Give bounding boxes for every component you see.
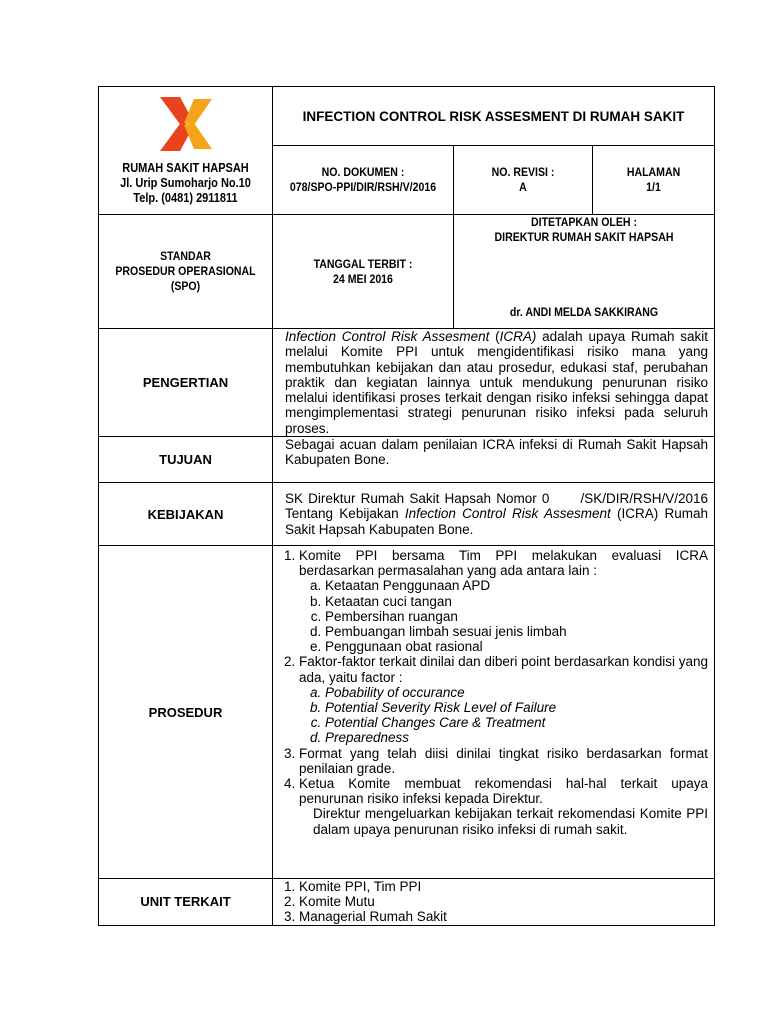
prosedur-content: [273, 546, 715, 879]
pengertian-label: PENGERTIAN: [99, 329, 273, 437]
pengertian-term: Infection Control Risk Assesment: [285, 329, 490, 345]
page-cell: [593, 146, 715, 215]
issue-date-label: TANGGAL TERBIT :: [313, 256, 413, 271]
kebijakan-content: [273, 483, 715, 546]
hospital-address: Jl. Urip Sumoharjo No.10: [120, 176, 251, 190]
issue-date-cell: [273, 215, 454, 329]
prosedur-label: PROSEDUR: [99, 546, 273, 879]
list-item: d. Pembuangan limbah sesuai jenis limbah: [325, 624, 708, 639]
hospital-identity-cell: [99, 87, 273, 215]
kebijakan-term: Infection Control Risk Assesment: [404, 506, 611, 522]
tujuan-content: [273, 437, 715, 483]
list-item: c. Potential Changes Care & Treatment: [325, 715, 708, 730]
list-item: 2. Komite Mutu: [299, 894, 714, 909]
list-item: a. Ketaatan Penggunaan APD: [325, 578, 708, 593]
spo-line-1: STANDAR: [160, 249, 211, 263]
revision-value: A: [519, 180, 527, 194]
prosedur-step-4-note: Direktur mengeluarkan kebijakan terkait rekomendasi Komite PPI dalam upaya penurunan risiko infeksi di rumah sakit.: [313, 806, 709, 837]
revision-label: NO. REVISI :: [491, 165, 555, 179]
prosedur-step-4: 4. Ketua Komite membuat rekomendasi hal-hal terkait upaya penurunan risiko infeksi kepada Direktur.: [299, 776, 708, 806]
kebijakan-label: KEBIJAKAN: [99, 483, 273, 546]
doc-number-cell: [273, 146, 454, 215]
spo-line-3: (SPO): [170, 279, 201, 293]
step-2-sublist: [299, 685, 708, 746]
list-item: 3. Managerial Rumah Sakit: [299, 909, 714, 924]
revision-cell: [454, 146, 593, 215]
doc-number-value: 078/SPO-PPI/DIR/RSH/V/2016: [289, 180, 437, 194]
approval-cell: [454, 215, 715, 329]
tujuan-text: Sebagai acuan dalam penilaian ICRA infeksi di Rumah Sakit Hapsah Kabupaten Bone.: [285, 437, 709, 468]
spo-line-2: PROSEDUR OPERASIONAL: [115, 264, 256, 278]
prosedur-steps: [273, 548, 714, 806]
prosedur-step-2: 2. Faktor-faktor terkait dinilai dan diberi point berdasarkan kondisi yang ada, yaitu factor : a. Pobability of occurance b. Potential Severity Risk Level of Failure c. Potential Changes Care & Treatment d. Preparedness: [299, 654, 708, 745]
kebijakan-text-b: (ICRA) Rumah Sakit Hapsah Kabupaten Bone.: [285, 506, 709, 537]
pengertian-text: adalah upaya Rumah sakit melalui Komite PPI untuk mengidentifikasi risiko mana yang membutuhkan kebijakan dan atau prosedur, edukasi staf, perubahan praktik dan kegiatan lainnya untuk mendukung penurunan risiko melalui identifikasi proses terkait dengan risiko infeksi sehingga dapat mengimplementasi strategi penurunan risiko infeksi pada seluruh proses.: [285, 329, 709, 436]
tujuan-label: TUJUAN: [99, 437, 273, 483]
list-item: 1. Komite PPI, Tim PPI: [299, 879, 714, 894]
document-title: INFECTION CONTROL RISK ASSESMENT DI RUMAH SAKIT: [273, 87, 715, 146]
list-item: b. Ketaatan cuci tangan: [325, 594, 708, 609]
issue-date-value: 24 MEI 2016: [333, 271, 393, 286]
unit-terkait-list: [273, 879, 714, 925]
list-item: c. Pembersihan ruangan: [325, 609, 708, 624]
pengertian-abbr: ICRA): [499, 329, 537, 345]
hospital-phone: Telp. (0481) 2911811: [133, 191, 238, 205]
approver-name: dr. ANDI MELDA SAKKIRANG: [509, 305, 659, 319]
unit-terkait-content: [273, 879, 715, 926]
spo-cell: [99, 215, 273, 329]
hospital-logo-icon: [158, 95, 214, 153]
list-item: e. Penggunaan obat rasional: [325, 639, 708, 654]
unit-terkait-label: UNIT TERKAIT: [99, 879, 273, 926]
list-item: d. Preparedness: [325, 730, 708, 745]
page-value: 1/1: [646, 180, 661, 194]
pengertian-content: Infection Control Risk Assesment (ICRA) adalah upaya Rumah sakit melalui Komite PPI untuk mengidentifikasi risiko mana yang membutuhkan kebijakan dan atau prosedur, edukasi staf, perubahan praktik dan kegiatan lainnya untuk mendukung penurunan risiko melalui identifikasi proses terkait dengan risiko infeksi sehingga dapat mengimplementasi strategi penurunan risiko infeksi pada seluruh proses.: [273, 329, 715, 437]
page-label: HALAMAN: [626, 165, 681, 179]
doc-number-label: NO. DOKUMEN :: [321, 165, 405, 179]
prosedur-step-1: 1. Komite PPI bersama Tim PPI melakukan evaluasi ICRA berdasarkan permasalahan yang ada antara lain : a. Ketaatan Penggunaan APD b. Ketaatan cuci tangan c. Pembersihan ruangan d. Pembuangan limbah sesuai jenis limbah e. Penggunaan obat rasional: [299, 548, 708, 654]
prosedur-step-3: 3. Format yang telah diisi dinilai tingkat risiko berdasarkan format penilaian grade.: [299, 746, 708, 776]
step-1-sublist: [299, 578, 708, 654]
approved-by-label: DITETAPKAN OLEH :: [531, 215, 638, 229]
hospital-name: RUMAH SAKIT HAPSAH: [122, 161, 249, 175]
kebijakan-text-a: SK Direktur Rumah Sakit Hapsah Nomor 0 /SK/DIR/RSH/V/2016 Tentang Kebijakan: [285, 491, 712, 522]
approved-by-title: DIREKTUR RUMAH SAKIT HAPSAH: [494, 230, 674, 244]
list-item: b. Potential Severity Risk Level of Failure: [325, 700, 708, 715]
list-item: a. Pobability of occurance: [325, 685, 708, 700]
spo-document-table: [98, 86, 715, 926]
